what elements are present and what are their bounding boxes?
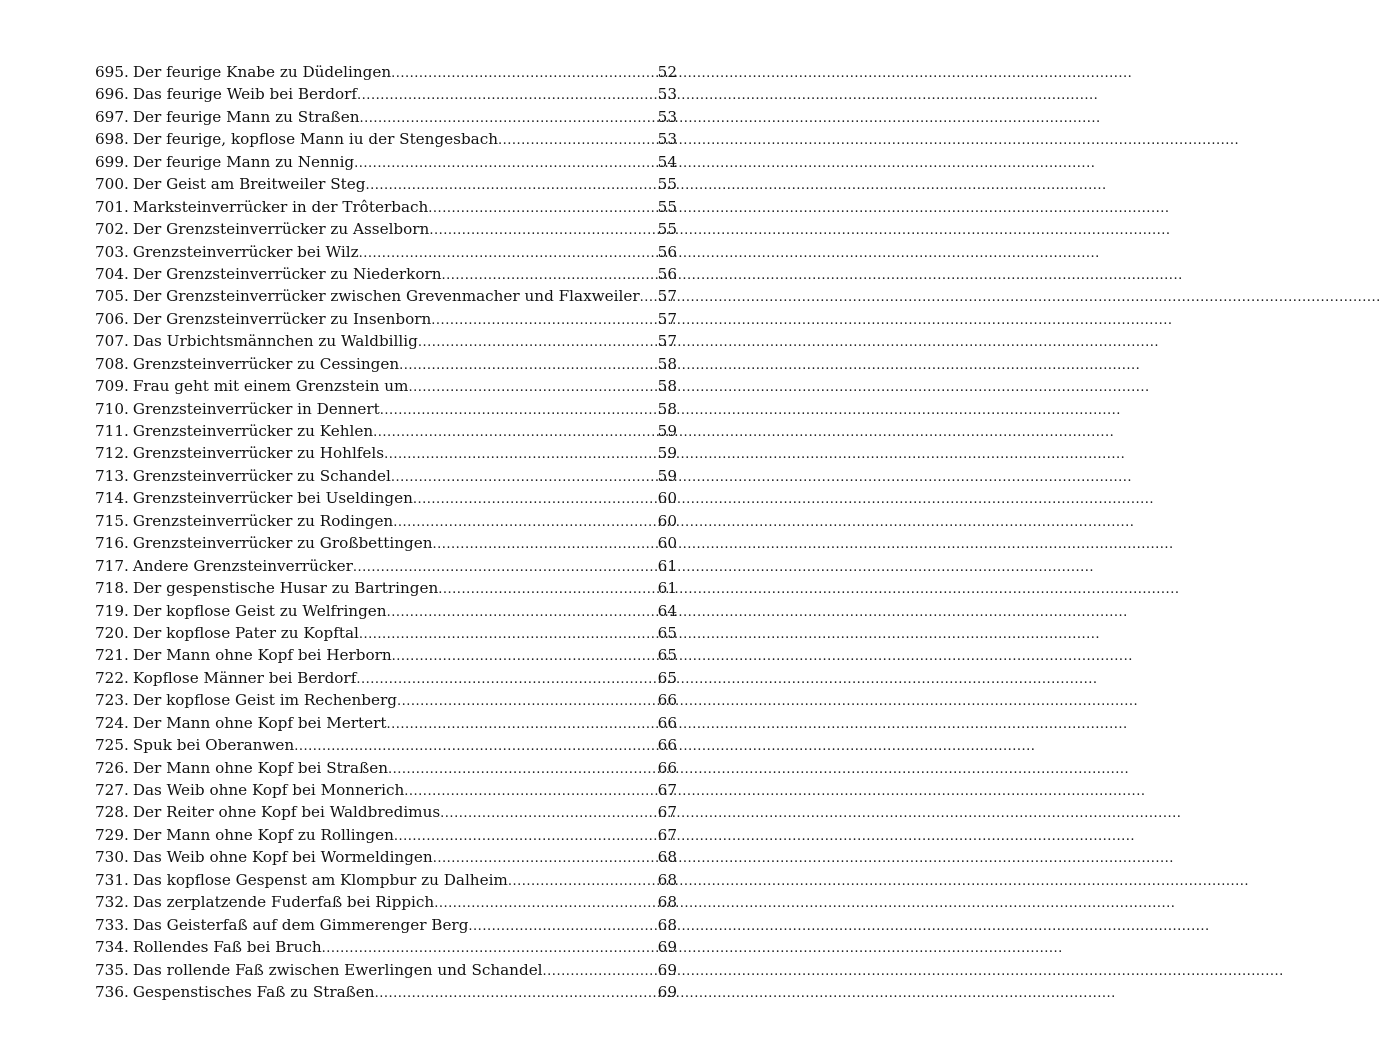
- toc-entry-number: 709.: [95, 377, 129, 396]
- toc-entry-title: Der Mann ohne Kopf bei Herborn: [132, 646, 392, 665]
- toc-entry-number: 704.: [95, 264, 129, 283]
- dot-leader: [438, 579, 656, 601]
- toc-entry-title: Das rollende Faß zwischen Ewerlingen und Schandel: [132, 960, 543, 979]
- toc-entry-page-number: 69: [657, 938, 677, 957]
- toc-entry: [95, 442, 677, 464]
- toc-entry-title: Grenzsteinverrücker zu Rodingen: [132, 511, 394, 530]
- dot-leader: [429, 220, 656, 242]
- toc-entry-title: Der feurige Mann zu Straßen: [132, 107, 360, 126]
- dot-leader: [359, 243, 657, 265]
- toc-entry-title: Der Grenzsteinverrücker zu Niederkorn: [132, 264, 442, 283]
- toc-entry-number: 698.: [95, 130, 129, 149]
- toc-entry-number: 695.: [95, 63, 129, 81]
- toc-entry-page-number: 55: [657, 175, 677, 194]
- toc-entry: [95, 308, 677, 330]
- toc-entry-page-number: 65: [657, 646, 677, 665]
- toc-entry-number: 699.: [95, 152, 129, 171]
- toc-entry-page-number: 56: [657, 242, 677, 261]
- toc-entry: [95, 398, 677, 420]
- toc-entry-title: Der gespenstische Husar zu Bartringen: [132, 579, 439, 598]
- toc-entry-page-number: 67: [657, 803, 677, 822]
- toc-entry-title: Der Grenzsteinverrücker zu Insenborn: [132, 309, 432, 328]
- toc-entry-page-number: 66: [657, 758, 677, 777]
- toc-entry-number: 728.: [95, 803, 129, 822]
- toc-entry-title: Der feurige Mann zu Nennig: [132, 152, 355, 171]
- toc-entry-page-number: 59: [657, 422, 677, 440]
- dot-leader: [431, 310, 656, 332]
- dot-leader: [387, 714, 657, 736]
- toc-entry-page-number: 59: [657, 466, 677, 485]
- dot-leader: [294, 736, 656, 758]
- dot-leader: [391, 467, 657, 489]
- toc-entry: [95, 712, 677, 734]
- toc-entry-page-number: 61: [657, 556, 677, 575]
- toc-entry: [95, 487, 677, 509]
- dot-leader: [428, 198, 656, 220]
- toc-entry-number: 697.: [95, 107, 129, 126]
- table-of-contents: [95, 61, 677, 1003]
- toc-entry: [95, 981, 677, 1003]
- toc-entry-page-number: 61: [657, 579, 677, 598]
- toc-entry-number: 700.: [95, 175, 129, 194]
- toc-entry: [95, 218, 677, 240]
- toc-entry: [95, 353, 677, 375]
- toc-entry-page-number: 53: [657, 107, 677, 126]
- dot-leader: [397, 691, 657, 713]
- toc-entry-title: Grenzsteinverrücker zu Großbettingen: [132, 534, 433, 553]
- dot-leader: [359, 108, 656, 130]
- toc-entry-title: Gespenstisches Faß zu Straßen: [132, 982, 375, 1001]
- toc-entry-title: Das zerplatzende Fuderfaß bei Rippich: [132, 893, 435, 912]
- toc-entry-page-number: 58: [657, 354, 677, 373]
- toc-entry-page-number: 68: [657, 848, 677, 867]
- toc-entry-number: 721.: [95, 646, 129, 665]
- toc-entry: [95, 824, 677, 846]
- toc-entry: [95, 555, 677, 577]
- toc-entry-title: Andere Grenzsteinverrücker: [132, 556, 353, 575]
- toc-entry-number: 716.: [95, 534, 129, 553]
- toc-entry-title: Rollendes Faß bei Bruch: [132, 938, 322, 957]
- dot-leader: [433, 848, 657, 870]
- toc-entry: [95, 600, 677, 622]
- dot-leader: [404, 781, 656, 803]
- dot-leader: [391, 63, 657, 85]
- toc-entry-number: 715.: [95, 511, 129, 530]
- toc-entry-title: Das Weib ohne Kopf bei Wormeldingen: [132, 848, 433, 867]
- toc-entry: [95, 61, 677, 83]
- toc-entry-page-number: 69: [657, 982, 677, 1001]
- toc-entry: [95, 510, 677, 532]
- toc-entry-title: Das Urbichtsmännchen zu Waldbillig: [132, 332, 418, 351]
- toc-entry-title: Der kopflose Geist zu Welfringen: [132, 601, 387, 620]
- toc-entry-page-number: 57: [657, 332, 677, 351]
- toc-entry-number: 726.: [95, 758, 129, 777]
- toc-entry-title: Grenzsteinverrücker zu Cessingen: [132, 354, 400, 373]
- toc-entry-number: 696.: [95, 85, 129, 104]
- toc-entry-page-number: 56: [657, 264, 677, 283]
- toc-entry-page-number: 65: [657, 623, 677, 642]
- dot-leader: [442, 265, 657, 287]
- dot-leader: [640, 287, 657, 309]
- toc-entry-title: Grenzsteinverrücker zu Kehlen: [132, 422, 374, 440]
- toc-entry: [95, 936, 677, 958]
- toc-entry-number: 733.: [95, 915, 129, 934]
- dot-leader: [356, 669, 656, 691]
- dot-leader: [357, 85, 657, 107]
- toc-entry-title: Der Grenzsteinverrücker zu Asselborn: [132, 220, 430, 239]
- toc-entry-page-number: 68: [657, 893, 677, 912]
- toc-entry-page-number: 68: [657, 870, 677, 889]
- toc-entry: [95, 757, 677, 779]
- toc-entry-number: 711.: [95, 422, 129, 440]
- toc-entry-page-number: 66: [657, 713, 677, 732]
- dot-leader: [359, 624, 657, 646]
- toc-entry-title: Grenzsteinverrücker bei Wilz: [132, 242, 359, 261]
- toc-entry-number: 723.: [95, 691, 129, 710]
- toc-entry: [95, 285, 677, 307]
- toc-entry-number: 724.: [95, 713, 129, 732]
- toc-entry: [95, 106, 677, 128]
- toc-entry: [95, 375, 677, 397]
- toc-entry: [95, 779, 677, 801]
- dot-leader: [468, 916, 656, 938]
- toc-entry-number: 717.: [95, 556, 129, 575]
- toc-entry: [95, 891, 677, 913]
- toc-entry-page-number: 55: [657, 220, 677, 239]
- dot-leader: [393, 512, 656, 534]
- toc-entry: [95, 577, 677, 599]
- dot-leader: [440, 803, 657, 825]
- toc-entry-title: Der Geist am Breitweiler Steg: [132, 175, 366, 194]
- toc-entry: [95, 801, 677, 823]
- dot-leader: [413, 489, 657, 511]
- toc-entry-page-number: 54: [657, 152, 677, 171]
- toc-entry: [95, 128, 677, 150]
- dot-leader: [508, 871, 657, 893]
- toc-entry-page-number: 59: [657, 444, 677, 463]
- toc-entry: [95, 914, 677, 936]
- toc-entry-title: Grenzsteinverrücker zu Hohlfels: [132, 444, 385, 463]
- toc-entry-number: 718.: [95, 579, 129, 598]
- toc-entry: [95, 420, 677, 442]
- toc-entry-page-number: 64: [657, 601, 677, 620]
- toc-entry-title: Marksteinverrücker in der Trôterbach: [132, 197, 429, 216]
- toc-entry-number: 708.: [95, 354, 129, 373]
- toc-entry-page-number: 67: [657, 781, 677, 799]
- toc-entry: [95, 465, 677, 487]
- toc-entry-number: 731.: [95, 870, 129, 889]
- toc-entry-title: Das Geisterfaß auf dem Gimmerenger Berg: [132, 915, 469, 934]
- toc-entry-page-number: 68: [657, 915, 677, 934]
- toc-entry-title: Der Mann ohne Kopf zu Rollingen: [132, 825, 394, 844]
- dot-leader: [384, 444, 657, 466]
- toc-entry-title: Spuk bei Oberanwen: [132, 736, 295, 755]
- toc-entry-title: Grenzsteinverrücker zu Schandel: [132, 466, 391, 485]
- toc-entry-number: 707.: [95, 332, 129, 351]
- toc-entry-number: 703.: [95, 242, 129, 261]
- dot-leader: [387, 602, 657, 624]
- toc-entry-title: Kopflose Männer bei Berdorf: [132, 668, 357, 687]
- dot-leader: [354, 153, 657, 175]
- toc-entry: [95, 734, 677, 756]
- toc-entry-title: Das kopflose Gespenst am Klompbur zu Dalheim: [132, 870, 508, 889]
- toc-entry: [95, 173, 677, 195]
- toc-entry-page-number: 58: [657, 377, 677, 396]
- toc-entry-number: 734.: [95, 938, 129, 957]
- toc-entry-number: 701.: [95, 197, 129, 216]
- toc-entry-title: Frau geht mit einem Grenzstein um: [132, 377, 409, 396]
- toc-entry-page-number: 60: [657, 511, 677, 530]
- toc-entry: [95, 869, 677, 891]
- toc-entry: [95, 83, 677, 105]
- toc-entry-title: Der kopflose Pater zu Kopftal: [132, 623, 359, 642]
- toc-entry-number: 706.: [95, 309, 129, 328]
- toc-entry-page-number: 52: [657, 63, 677, 81]
- dot-leader: [392, 646, 657, 668]
- toc-entry-title: Das Weib ohne Kopf bei Monnerich: [132, 781, 405, 799]
- dot-leader: [365, 175, 656, 197]
- dot-leader: [353, 557, 657, 579]
- toc-entry-number: 736.: [95, 982, 129, 1001]
- toc-entry-title: Der Mann ohne Kopf bei Straßen: [132, 758, 388, 777]
- toc-entry-number: 710.: [95, 399, 129, 418]
- toc-entry-page-number: 66: [657, 691, 677, 710]
- toc-entry-number: 730.: [95, 848, 129, 867]
- toc-entry: [95, 846, 677, 868]
- toc-entry: [95, 151, 677, 173]
- toc-entry-number: 729.: [95, 825, 129, 844]
- toc-entry-title: Grenzsteinverrücker in Dennert: [132, 399, 380, 418]
- toc-entry-page-number: 57: [657, 309, 677, 328]
- toc-entry-page-number: 69: [657, 960, 677, 979]
- toc-entry-title: Grenzsteinverrücker bei Useldingen: [132, 489, 413, 508]
- toc-entry-number: 727.: [95, 781, 129, 799]
- toc-entry-number: 720.: [95, 623, 129, 642]
- dot-leader: [375, 983, 657, 1005]
- toc-entry: [95, 241, 677, 263]
- toc-entry: [95, 330, 677, 352]
- toc-entry-title: Der feurige Knabe zu Düdelingen: [132, 63, 392, 81]
- toc-entry-page-number: 58: [657, 399, 677, 418]
- dot-leader: [388, 759, 657, 781]
- toc-entry: [95, 622, 677, 644]
- toc-entry: [95, 644, 677, 666]
- toc-entry-page-number: 53: [657, 85, 677, 104]
- toc-entry: [95, 959, 677, 981]
- dot-leader: [434, 893, 656, 915]
- dot-leader: [373, 422, 657, 444]
- dot-leader: [322, 938, 657, 960]
- toc-entry-number: 722.: [95, 668, 129, 687]
- toc-entry: [95, 689, 677, 711]
- toc-entry-page-number: 67: [657, 825, 677, 844]
- toc-entry-number: 702.: [95, 220, 129, 239]
- toc-entry-title: Der Grenzsteinverrücker zwischen Grevenmacher und Flaxweiler: [132, 287, 640, 306]
- toc-entry-title: Das feurige Weib bei Berdorf: [132, 85, 358, 104]
- toc-entry-page-number: 60: [657, 534, 677, 553]
- dot-leader: [394, 826, 657, 848]
- toc-entry-page-number: 60: [657, 489, 677, 508]
- toc-entry-number: 714.: [95, 489, 129, 508]
- toc-entry-page-number: 65: [657, 668, 677, 687]
- toc-entry: [95, 532, 677, 554]
- dot-leader: [399, 355, 657, 377]
- dot-leader: [498, 130, 657, 152]
- toc-entry-number: 735.: [95, 960, 129, 979]
- dot-leader: [543, 961, 657, 983]
- toc-entry-title: Der kopflose Geist im Rechenberg: [132, 691, 397, 710]
- toc-entry-number: 713.: [95, 466, 129, 485]
- toc-entry-number: 719.: [95, 601, 129, 620]
- toc-entry-page-number: 57: [657, 287, 677, 306]
- dot-leader: [380, 400, 657, 422]
- toc-entry-number: 705.: [95, 287, 129, 306]
- toc-entry-title: Der Mann ohne Kopf bei Mertert: [132, 713, 387, 732]
- toc-entry-page-number: 53: [657, 130, 677, 149]
- toc-entry-number: 712.: [95, 444, 129, 463]
- toc-entry: [95, 667, 677, 689]
- toc-entry-page-number: 66: [657, 736, 677, 755]
- toc-entry-title: Der feurige, kopflose Mann iu der Stengesbach: [132, 130, 499, 149]
- dot-leader: [418, 332, 657, 354]
- toc-entry: [95, 263, 677, 285]
- toc-entry-page-number: 55: [657, 197, 677, 216]
- toc-entry-number: 732.: [95, 893, 129, 912]
- toc-entry-number: 725.: [95, 736, 129, 755]
- toc-entry: [95, 196, 677, 218]
- dot-leader: [408, 377, 656, 399]
- toc-entry-title: Der Reiter ohne Kopf bei Waldbredimus: [132, 803, 441, 822]
- dot-leader: [433, 534, 657, 556]
